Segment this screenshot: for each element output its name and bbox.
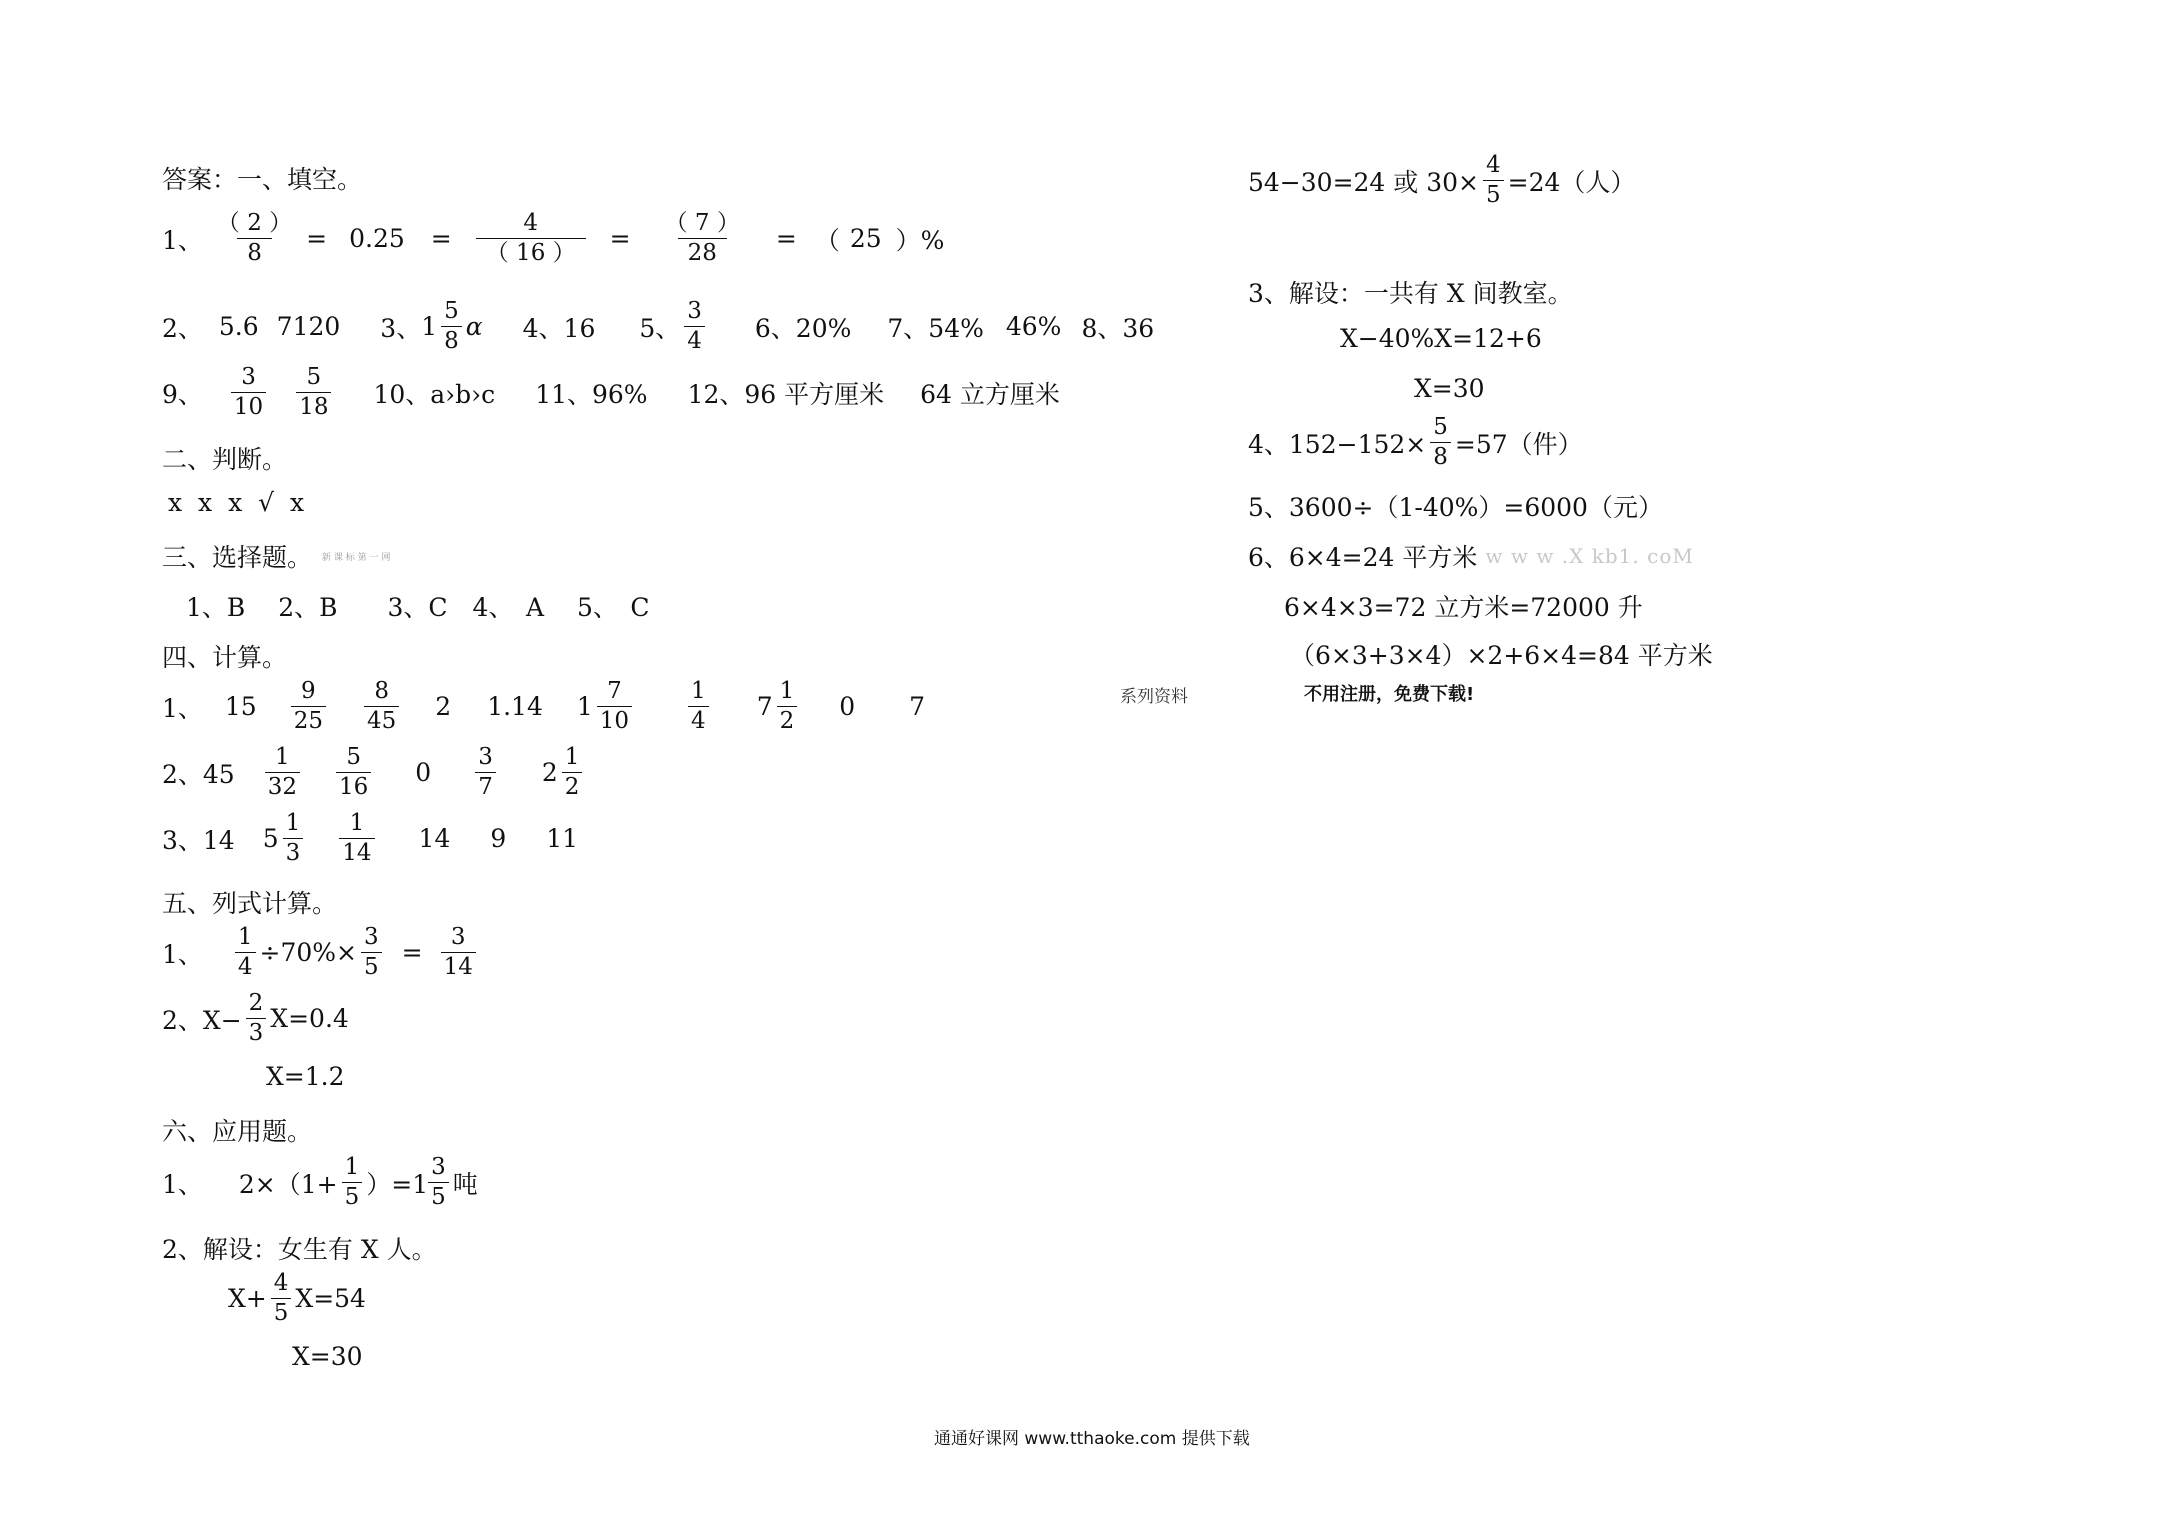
calc-row-3 [162, 812, 578, 865]
text: 3 [431, 1154, 446, 1180]
right-q6-line-3 [1290, 636, 1713, 672]
text: 1、 [162, 1169, 203, 1199]
fraction [364, 680, 399, 733]
text: =24（人） [1507, 167, 1636, 197]
text: 3 [283, 838, 304, 865]
text: 2、 [162, 313, 203, 343]
text: 六、应用题。 [162, 1117, 313, 1146]
text: 18 [296, 392, 331, 419]
text: （ 16 ） [476, 238, 586, 265]
text: 1 [237, 924, 253, 950]
text: 5 [428, 1182, 449, 1209]
text: 1.14 [487, 692, 543, 721]
text: 2、解设：女生有 X 人。 [162, 1235, 437, 1264]
text: 4 [684, 326, 705, 353]
expression-1 [162, 926, 480, 979]
text: 1、 [162, 225, 203, 255]
text: 25 [849, 224, 882, 253]
text: 7 [607, 678, 622, 704]
text: 新 课 标 第 一 网 [322, 552, 391, 563]
text: 8 [1430, 442, 1451, 469]
text: 7120 [276, 312, 341, 341]
fill-q2-q8 [162, 300, 1154, 353]
mixed-number [757, 680, 802, 733]
fraction [688, 680, 709, 733]
text: 12、96 平方厘米 [687, 379, 885, 409]
fraction [339, 812, 374, 865]
text: 15 [224, 692, 257, 721]
text: 1 [349, 810, 365, 836]
text: 7 [909, 692, 926, 721]
fraction [441, 300, 462, 353]
mixed-number [263, 812, 308, 865]
text: 1 [564, 744, 580, 770]
text: 5.6 [218, 312, 259, 341]
text: X=30 [292, 1342, 363, 1371]
text: （ [814, 225, 840, 255]
fraction [1483, 154, 1504, 207]
text: 0 [415, 758, 432, 787]
text: 3、 [380, 313, 422, 343]
fraction [235, 926, 256, 979]
text: 2 [777, 706, 798, 733]
choice-answers [186, 588, 649, 624]
fraction [271, 1272, 292, 1325]
text: X=54 [295, 1284, 366, 1313]
text: 8 [374, 678, 389, 704]
fraction [476, 212, 586, 265]
application-2-equation [228, 1272, 366, 1325]
section-judgement-title [162, 440, 287, 476]
text: α [465, 312, 483, 341]
calc-row-1 [162, 680, 925, 733]
text: 4 [523, 210, 539, 236]
text: 3、解设：一共有 X 间教室。 [1248, 279, 1573, 308]
text: 5 [262, 824, 279, 853]
application-2-result [292, 1342, 363, 1371]
text: 14 [339, 838, 374, 865]
right-line-1 [1248, 154, 1635, 207]
section-calc-title [162, 638, 287, 674]
text: 9 [490, 824, 507, 853]
fraction [231, 366, 266, 419]
text: 4、152−152× [1248, 429, 1427, 459]
text: 7 [475, 772, 496, 799]
fraction [777, 680, 798, 733]
text: 7、54% [887, 313, 984, 343]
text: 4 [688, 706, 709, 733]
text: 4、16 [522, 313, 596, 343]
fraction [291, 680, 326, 733]
text: = [430, 224, 452, 253]
text: 8、36 [1081, 313, 1155, 343]
text: 16 [336, 772, 371, 799]
text: 2×（1+ [238, 1169, 338, 1199]
text: 1、B 2、B 3、C 4、 A 5、 C [186, 593, 650, 622]
text: 45 [364, 706, 399, 733]
text: 五、列式计算。 [162, 889, 338, 918]
text: X=1.2 [266, 1062, 345, 1091]
right-q6 [1248, 538, 1694, 574]
right-q4 [1248, 416, 1583, 469]
right-q3-result [1414, 374, 1485, 403]
fill-q1 [162, 212, 944, 265]
text: 5 [444, 298, 459, 324]
text: 32 [265, 772, 300, 799]
text: 二、判断。 [162, 445, 288, 474]
application-1 [162, 1156, 478, 1209]
fraction [207, 212, 302, 265]
text: 5 [1483, 180, 1504, 207]
right-q6-line-2 [1284, 588, 1643, 624]
text: 3 [364, 924, 379, 950]
text: 0.25 [349, 224, 405, 253]
fraction [597, 680, 632, 733]
text: 54−30=24 或 30× [1248, 167, 1479, 197]
text: 11 [546, 824, 579, 853]
text: 1 [285, 810, 301, 836]
free-download-note: 不用注册，免费下载! [1304, 684, 1475, 705]
fraction [428, 1156, 449, 1209]
text: 1、 [162, 939, 203, 969]
fraction [441, 926, 476, 979]
text: 1 [421, 312, 438, 341]
text: 四、计算。 [162, 643, 288, 672]
judgement-answers [168, 488, 308, 517]
text: 4 [235, 952, 256, 979]
fraction [684, 300, 705, 353]
answers-heading [162, 160, 362, 196]
text: 2、45 [162, 759, 235, 789]
text: 10、a›b›c [373, 379, 496, 409]
text: = [401, 938, 423, 967]
text: 3 [687, 298, 702, 324]
text: 46% [1005, 312, 1062, 341]
series-label: 系列资料 [1120, 687, 1188, 707]
text: （ 7 ） [664, 210, 740, 236]
text: 1 [344, 1154, 360, 1180]
text: （6×3+3×4）×2+6×4=84 平方米 [1290, 641, 1713, 670]
text: 8 [237, 238, 272, 265]
footer-source: 通通好课网 www.tthaoke.com 提供下载 [934, 1429, 1250, 1449]
right-q3-title [1248, 274, 1573, 310]
text: 5 [342, 1182, 363, 1209]
text: （ 2 ） [216, 210, 293, 236]
calc-row-2 [162, 746, 586, 799]
text: 5 [361, 952, 382, 979]
text: ÷70%× [259, 938, 358, 967]
fraction [475, 746, 496, 799]
text: 3 [450, 924, 466, 950]
text: 吨 [452, 1169, 478, 1199]
text: 8 [441, 326, 462, 353]
text: 6、20% [754, 313, 852, 343]
fill-q9-q12 [162, 366, 1060, 419]
text: 1 [576, 692, 593, 721]
text: 6、6×4=24 平方米 [1248, 543, 1478, 572]
text: 4 [1485, 152, 1501, 178]
text: 64 立方厘米 [920, 379, 1060, 409]
right-q3-equation [1340, 324, 1542, 353]
text: 1 [275, 744, 290, 770]
fraction [265, 746, 300, 799]
text: 7 [756, 692, 773, 721]
text: 5 [306, 364, 322, 390]
expression-2 [162, 992, 349, 1045]
text: 1、 [162, 693, 203, 723]
fraction [562, 746, 583, 799]
text: 2 [541, 758, 558, 787]
text: 14 [418, 824, 451, 853]
section-choice-title [162, 538, 390, 574]
text: X=30 [1414, 374, 1485, 403]
text: 5、3600÷（1-40%）=6000（元） [1248, 493, 1663, 522]
text: 11、96% [535, 379, 648, 409]
text: 答案：一、填空。 [162, 165, 363, 194]
mixed-number [421, 300, 482, 353]
text: 2、X− [162, 1005, 242, 1035]
text: 9 [301, 678, 316, 704]
text: 28 [678, 238, 727, 265]
fraction [246, 992, 267, 1045]
text: 1 [779, 678, 795, 704]
text: 5 [346, 744, 361, 770]
text: = [306, 224, 328, 253]
right-q5 [1248, 488, 1663, 524]
section-application-title [162, 1112, 312, 1148]
text: 3、14 [162, 825, 235, 855]
text: 2 [562, 772, 583, 799]
text: 2 [248, 990, 264, 1016]
text: 10 [597, 706, 632, 733]
text: = [775, 224, 797, 253]
text: X+ [228, 1284, 267, 1313]
text: 5 [1433, 414, 1448, 440]
text: 1 [691, 678, 706, 704]
text: 5 [271, 1298, 292, 1325]
text: 3 [478, 744, 493, 770]
text: x x x √ x [168, 488, 309, 517]
fraction [336, 746, 371, 799]
application-2-title [162, 1230, 437, 1266]
text: 9、 [162, 379, 203, 409]
text: 25 [291, 706, 326, 733]
text: 3 [246, 1018, 267, 1045]
text: X=0.4 [270, 1004, 349, 1033]
text: 6×4×3=72 立方米=72000 升 [1284, 593, 1643, 622]
fraction [1430, 416, 1451, 469]
text: 0 [839, 692, 856, 721]
fraction [283, 812, 304, 865]
text: ）=1 [366, 1169, 429, 1199]
mixed-number [542, 746, 587, 799]
text: X−40%X=12+6 [1340, 324, 1542, 353]
text: 4 [273, 1270, 289, 1296]
text: 2 [435, 692, 452, 721]
expression-2-result [266, 1062, 345, 1091]
fraction [342, 1156, 363, 1209]
text: 三、选择题。 [162, 543, 313, 572]
text: ）% [895, 225, 945, 255]
text: 3 [241, 364, 256, 390]
text: =57（件） [1454, 429, 1583, 459]
section-expression-title [162, 884, 337, 920]
text: = [609, 224, 631, 253]
fraction [655, 212, 750, 265]
text: 14 [441, 952, 476, 979]
fraction [296, 366, 331, 419]
watermark-text: w w w .X kb1. coM [1485, 544, 1694, 568]
text: 5、 [639, 313, 681, 343]
text: 10 [231, 392, 266, 419]
mixed-number [577, 680, 636, 733]
fraction [361, 926, 382, 979]
